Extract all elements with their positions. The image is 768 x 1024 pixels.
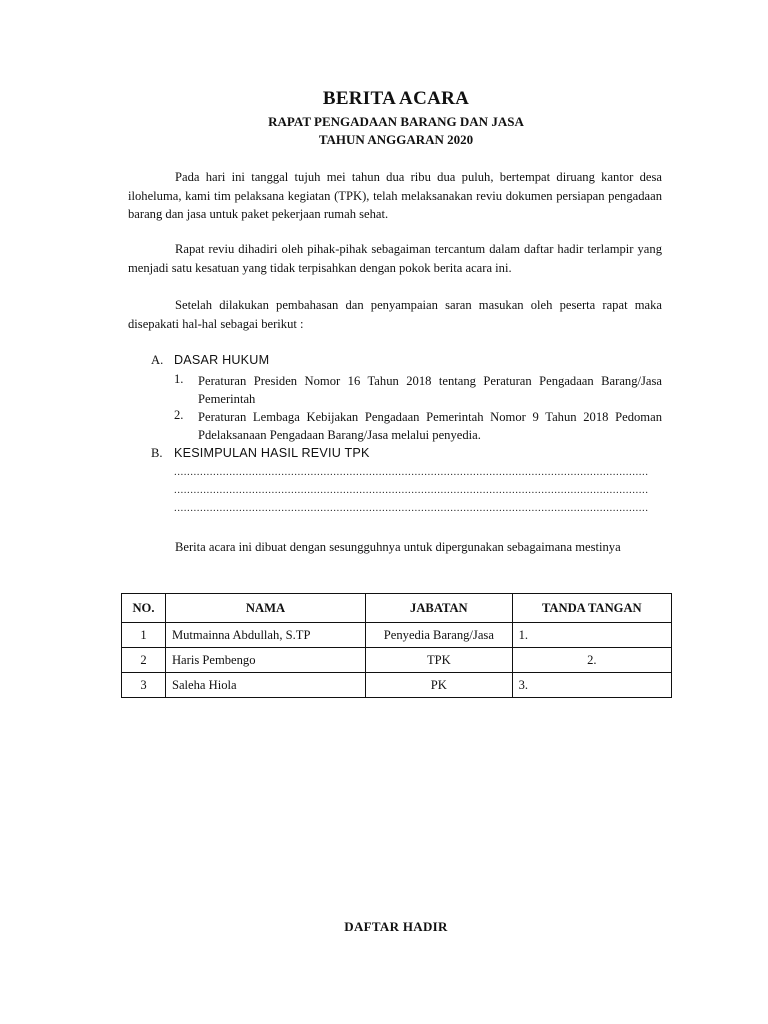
section-b-title: KESIMPULAN HASIL REVIU TPK <box>174 446 370 460</box>
table-row <box>122 648 672 673</box>
row-name: Haris Pembengo <box>165 648 365 673</box>
document-subtitle-year: TAHUN ANGGARAN 2020 <box>318 132 474 147</box>
row-number: 1 <box>122 623 166 648</box>
column-header-tanda-tangan: TANDA TANGAN <box>512 594 671 623</box>
row-number: 2 <box>122 648 166 673</box>
table-header-row <box>122 594 672 623</box>
section-a-title: DASAR HUKUM <box>174 353 270 367</box>
legal-basis-item-number: 1. <box>174 372 184 386</box>
section-a-letter: A. <box>151 353 164 367</box>
legal-basis-item-number: 2. <box>174 408 184 422</box>
conclusion-dotted-line: .................................................................................................................................................. <box>174 466 649 478</box>
row-position: PK <box>366 673 513 698</box>
column-header-jabatan: JABATAN <box>366 594 513 623</box>
paragraph-closing: Berita acara ini dibuat dengan sesungguhnya untuk dipergunakan sebagaimana mestinya <box>175 540 621 554</box>
row-signature: 1. <box>512 623 671 648</box>
row-signature: 2. <box>512 648 671 673</box>
paragraph-attendance: Rapat reviu dihadiri oleh pihak-pihak sebagaiman tercantum dalam daftar hadir terlampir yang menjadi satu kesatuan yang tidak terpisahkan dengan pokok berita acara ini. <box>128 242 662 275</box>
row-signature: 3. <box>512 673 671 698</box>
document-subtitle-meeting: RAPAT PENGADAAN BARANG DAN JASA <box>268 114 524 129</box>
table-row <box>122 623 672 648</box>
attendance-list-title: DAFTAR HADIR <box>344 919 448 934</box>
signature-table <box>121 593 672 698</box>
column-header-no: NO. <box>122 594 166 623</box>
column-header-nama: NAMA <box>165 594 365 623</box>
section-b-letter: B. <box>151 446 163 460</box>
paragraph-opening: Pada hari ini tanggal tujuh mei tahun dua ribu dua puluh, bertempat diruang kantor desa iloheluma, kami tim pelaksana kegiatan (TPK), telah melaksanakan reviu dokumen persiapan pengadaan barang dan jasa untuk paket pekerjaan rumah sehat. <box>128 170 662 221</box>
row-position: Penyedia Barang/Jasa <box>366 623 513 648</box>
legal-basis-item-text: Peraturan Presiden Nomor 16 Tahun 2018 tentang Peraturan Pengadaan Barang/Jasa Pemerintah <box>198 374 662 406</box>
conclusion-dotted-line: .................................................................................................................................................. <box>174 484 649 496</box>
legal-basis-item-text: Peraturan Lembaga Kebijakan Pengadaan Pemerintah Nomor 9 Tahun 2018 Pedoman Pdelaksanaan Pengadaan Barang/Jasa melalui penyedia. <box>198 410 662 442</box>
conclusion-dotted-line: .................................................................................................................................................. <box>174 502 649 514</box>
paragraph-agreement: Setelah dilakukan pembahasan dan penyampaian saran masukan oleh peserta rapat maka disepakati hal-hal sebagai berikut : <box>128 298 662 331</box>
table-row <box>122 673 672 698</box>
row-number: 3 <box>122 673 166 698</box>
row-name: Saleha Hiola <box>165 673 365 698</box>
row-name: Mutmainna Abdullah, S.TP <box>165 623 365 648</box>
row-position: TPK <box>366 648 513 673</box>
document-title: BERITA ACARA <box>322 88 470 109</box>
